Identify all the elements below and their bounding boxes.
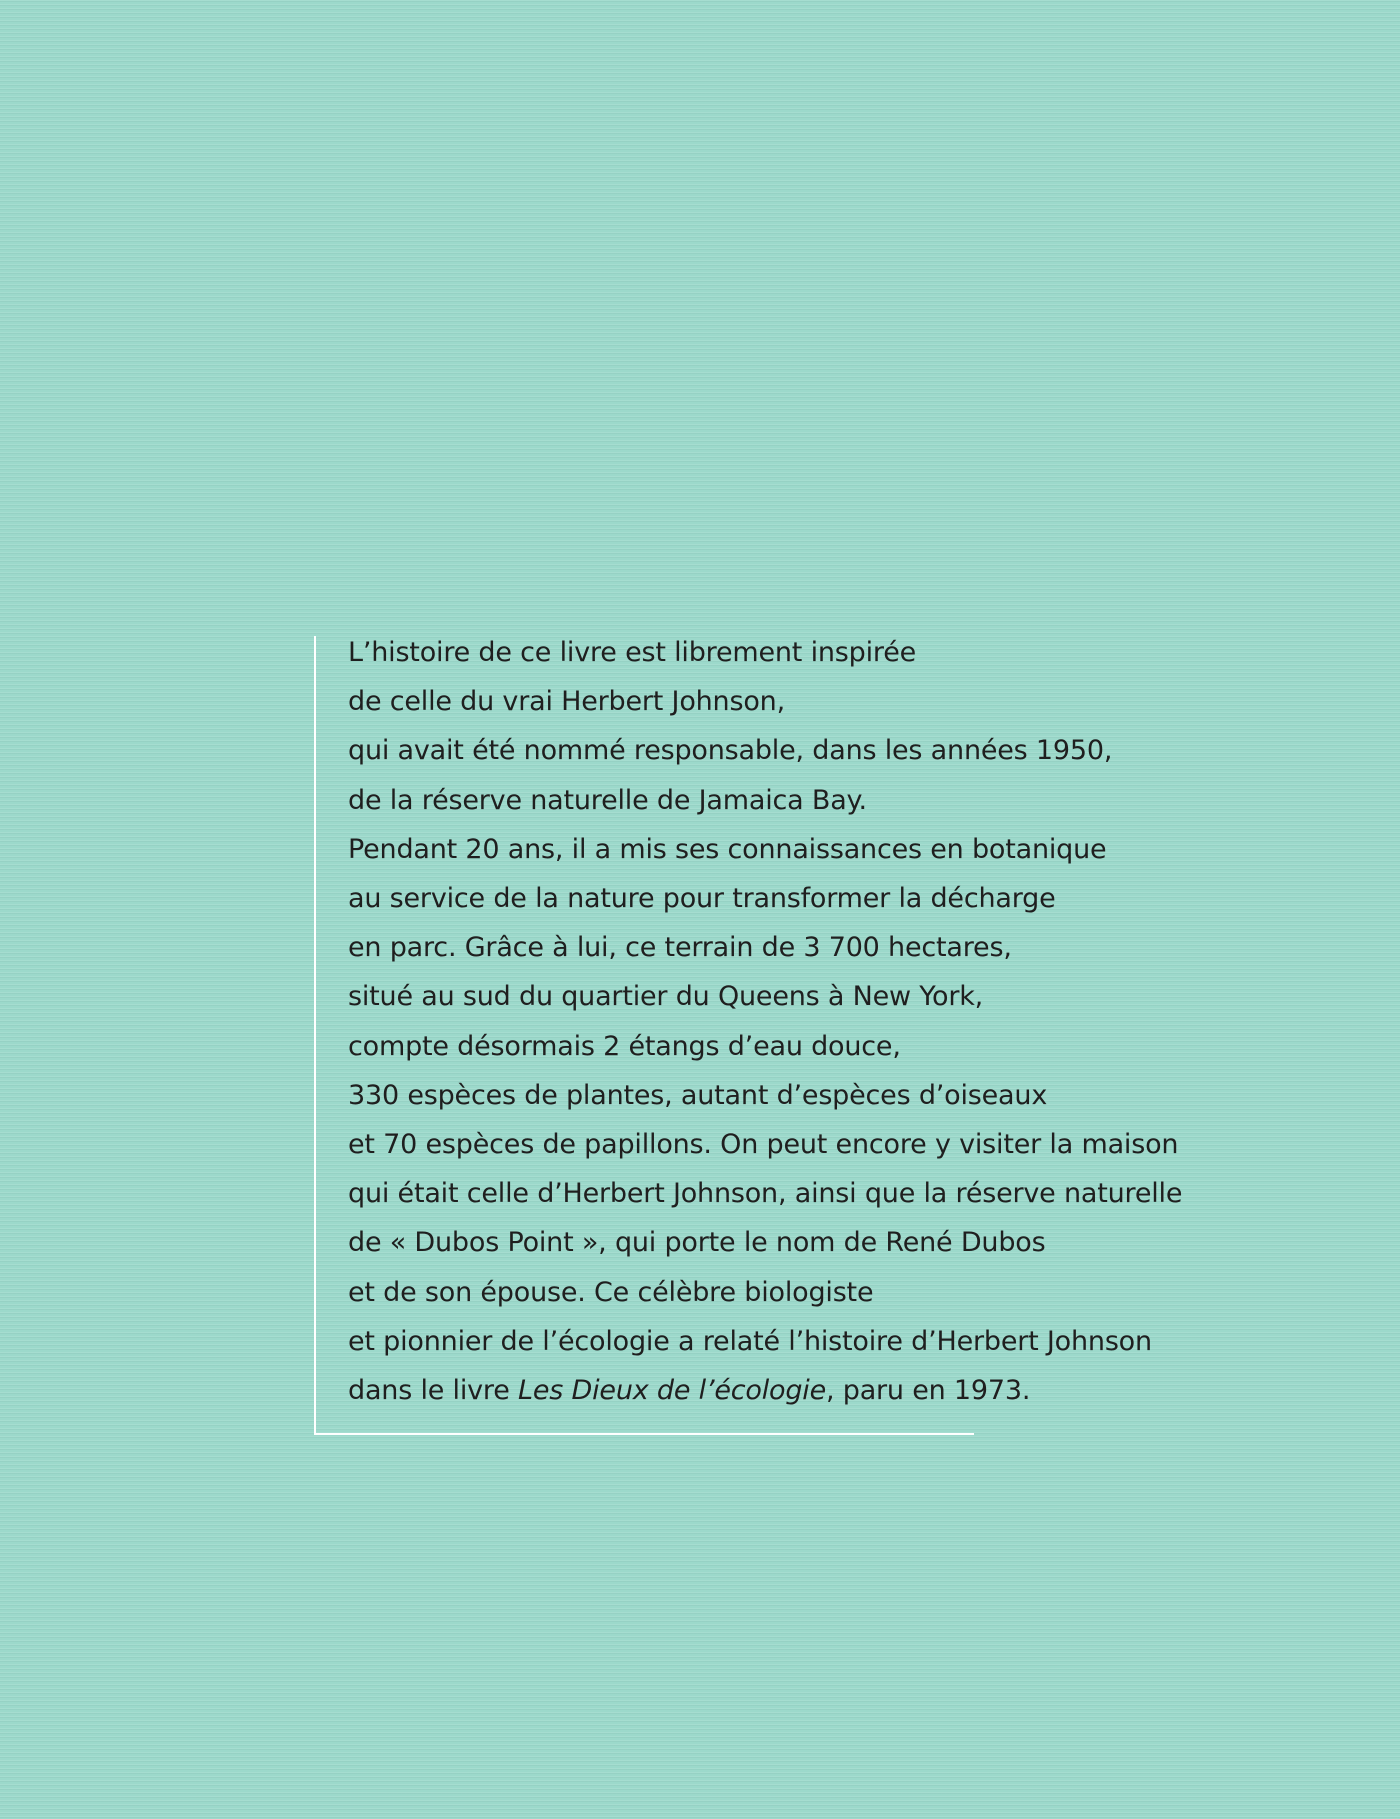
text-line: de « Dubos Point », qui porte le nom de René Dubos (348, 1227, 1046, 1259)
text-line: et 70 espèces de papillons. On peut encore y visiter la maison (348, 1129, 1179, 1161)
text-line: et pionnier de l’écologie a relaté l’histoire d’Herbert Johnson (348, 1325, 1152, 1357)
text-line: L’histoire de ce livre est librement inspirée (348, 637, 917, 668)
text-line: et de son épouse. Ce célèbre biologiste (348, 1276, 874, 1308)
last-text-line (348, 1366, 1228, 1415)
text-line: situé au sud du quartier du Queens à New York, (348, 981, 984, 1013)
last-line-after: , paru en 1973. (825, 1375, 1031, 1407)
text-line: qui avait été nommé responsable, dans les années 1950, (348, 735, 1113, 767)
text-line: au service de la nature pour transformer la décharge (348, 883, 1056, 915)
text-line: Pendant 20 ans, il a mis ses connaissances en botanique (348, 833, 1107, 865)
text-line: de celle du vrai Herbert Johnson, (348, 686, 785, 718)
text-line: de la réserve naturelle de Jamaica Bay. (348, 784, 867, 816)
text-line: qui était celle d’Herbert Johnson, ainsi que la réserve naturelle (348, 1178, 1183, 1210)
text-line: 330 espèces de plantes, autant d’espèces d’oiseaux (348, 1079, 1048, 1111)
book-title: Les Dieux de l’écologie (518, 1375, 826, 1407)
text-line: compte désormais 2 étangs d’eau douce, (348, 1030, 901, 1062)
note-text (348, 628, 1228, 1415)
text-line: en parc. Grâce à lui, ce terrain de 3 700 hectares, (348, 932, 1012, 964)
last-line-before: dans le livre (348, 1375, 519, 1407)
